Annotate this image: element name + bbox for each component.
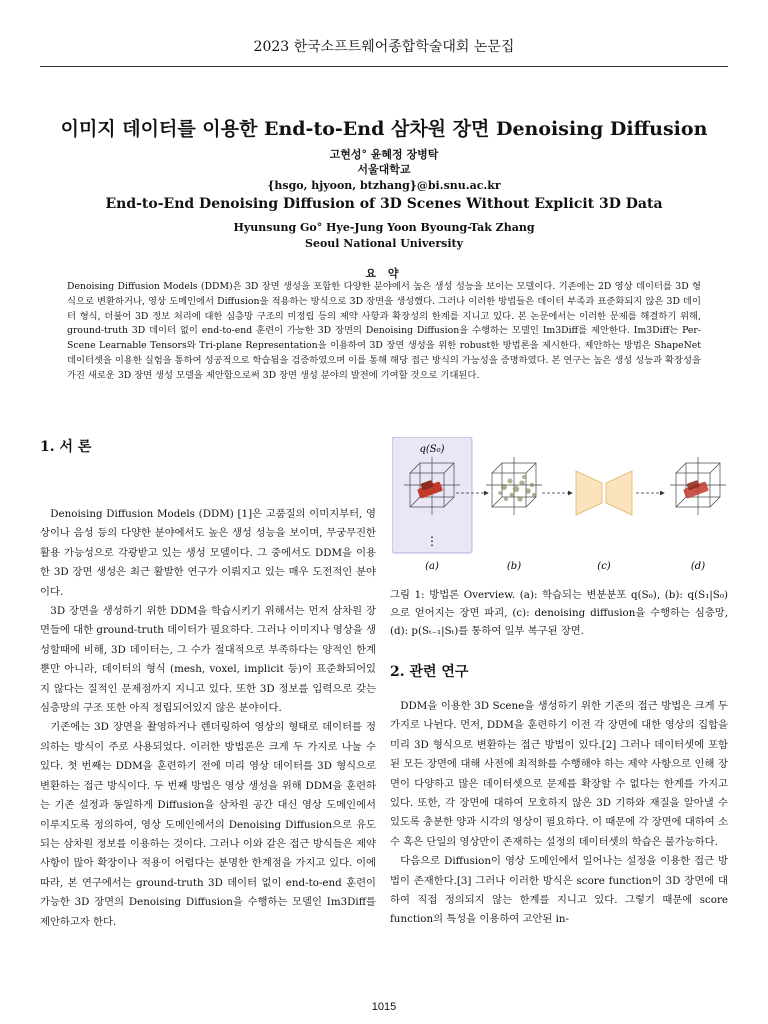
figure-overview (392, 437, 728, 577)
panel-label-a: (a) (425, 561, 439, 572)
network-encoder (576, 471, 602, 515)
panel-label-b: (b) (506, 561, 522, 572)
q-s0-label: q(S₀) (419, 444, 445, 455)
vertical-dots: ⋮ (426, 534, 438, 548)
affiliation-english: Seoul National University (305, 237, 463, 250)
authors-korean: 고현성° 윤혜정 장병탁 (329, 148, 439, 161)
abstract-heading: 요 약 (365, 267, 403, 280)
section-2-heading: 2. 관련 연구 (390, 664, 469, 680)
title-english: End-to-End Denoising Diffusion of 3D Scenes Without Explicit 3D Data (105, 196, 663, 212)
section-1-heading: 1. 서 론 (40, 439, 92, 455)
affiliation-korean: 서울대학교 (357, 163, 411, 176)
paragraph: Denoising Diffusion Models (DDM) [1]은 고품질의 이미지부터, 영상이나 음성 등의 다양한 분야에서도 높은 생성 성능을 보이며, 무궁무진한 활용 가능성으로 각광받고 있는 생성 모델이다. 그 중에서도 DDM을 이용한 3D 장면 생성은 최근 활발한 연구가 이뤄지고 있는 매우 도전적인 분야이다. (40, 508, 376, 598)
paragraph: DDM을 이용한 3D Scene을 생성하기 위한 기존의 접근 방법은 크게 두 가지로 나뉜다. 먼저, DDM을 훈련하기 이전 각 장면에 대한 영상의 집합을 미리 3D 형식으로 변환하는 접근 방법이 있다.[2] 그러나 데이터셋에 포함된 모든 장면에 대해 사전에 최적화를 수행해야 하는 제약 사항으로 인해 장면이 다양하고 많은 데이터셋으로 문제를 확장할 수 없다는 한계를 가지고 있다. 또한, 각 장면에 대하여 모호하지 않은 3D 기하와 재질을 알아낼 수 있도록 충분한 양과 시각의 영상이 필요하다. 이 때문에 각 장면에 대하여 소수 혹은 단일의 영상만이 존재하는 설정의 데이터셋의 학습은 불가능하다. (390, 700, 728, 848)
author-emails: {hsgo, hjyoon, btzhang}@bi.snu.ac.kr (267, 179, 501, 192)
section-2-body (390, 697, 728, 930)
page-number: 1015 (371, 1001, 397, 1013)
section-1-body (40, 505, 376, 932)
car-icon-recovered (683, 480, 709, 499)
network-decoder (606, 471, 632, 515)
authors-english: Hyunsung Go° Hye-Jung Yoon Byoung-Tak Zhang (233, 221, 535, 234)
panel-label-d: (d) (690, 561, 706, 572)
header-rule (40, 66, 728, 67)
abstract-body: Denoising Diffusion Models (DDM)은 3D 장면 생성을 포함한 다양한 분야에서 높은 생성 성능을 보이는 모델이다. 기존에는 2D 영상 데이터를 3D 형식으로 변환하거나, 영상 도메인에서 Diffusion을 적용하는 방식으로 3D 장면을 생성했다. 그러나 이러한 방법들은 데이터 부족과 표준화되지 않은 3D 데이터 형식, 더불어 3D 정보 처리에 대한 심층망 구조의 미정립 등의 제약 사항과 확장성의 한계를 지니고 있다. 본 논문에서는 이러한 문제를 해결하기 위해, ground-truth 3D 데이터 없이 end-to-end 훈련이 가능한 3D 장면의 Denoising Diffusion을 수행하는 모델인 Im3Diff를 제안한다. Im3Diff는 Per-Scene Learnable Tensors와 Tri-plane Representation을 이용하여 3D 장면 생성을 위한 robust한 방법론을 제시한다. 제안하는 방법은 ShapeNet 데이터셋을 이용한 실험을 통하여 성공적으로 학습됨을 검증하였으며 이를 통해 해당 접근 방식의 가능성을 증명하였다. 본 연구는 높은 생성 성능과 확장성을 가진 새로운 3D 장면 생성 모델을 제안함으로써 3D 장면 생성 분야의 발전에 기여할 것으로 기대된다. (67, 281, 701, 381)
paragraph: 다음으로 Diffusion이 영상 도메인에서 일어나는 설정을 이용한 접근 방법이 존재한다.[3] 그러나 이러한 방식은 score function이 3D 장면에 대하여 직접 정의되지 않는 한계를 지니고 있다. 그렇기 때문에 score function의 특성을 이용하여 고안된 in- (390, 855, 728, 926)
paragraph: 3D 장면을 생성하기 위한 DDM을 학습시키기 위해서는 먼저 삼차원 장면들에 대한 ground-truth 데이터가 필요하다. 그러나 이미지나 영상을 생성할때에 비해, 3D 데이터는, 그 수가 절대적으로 부족하다는 양적인 한계뿐만 아니라, 데이터의 형식 (mesh, voxel, implicit 등)이 표준화되어있지 않다는 질적인 문제점까지 지니고 있다. 또한 3D 정보를 입력으로 갖는 심층망의 구조 또한 아직 정립되어있지 않은 분야이다. (40, 605, 376, 715)
title-korean: 이미지 데이터를 이용한 End-to-End 삼차원 장면 Denoising Diffusion (60, 118, 708, 140)
panel-label-c: (c) (597, 561, 611, 572)
figure-caption: 그림 1: 방법론 Overview. (a): 학습되는 변분분포 q(S₀), (b): q(S₁|S₀) 으로 얻어지는 장면 파괴, (c): denoising diffusion을 수행하는 심층망, (d): p(Sₜ₋₁|Sₜ)를 통하여 일부 복구된 장면. (390, 589, 728, 637)
paragraph: 기존에는 3D 장면을 촬영하거나 렌더링하여 영상의 형태로 데이터를 정의하는 방식이 주로 사용되었다. 이러한 방법론은 크게 두 가지로 나눌 수 있다. 첫 번째는 DDM을 훈련하기 전에 미리 영상 데이터를 3D 형식으로 변환하는 접근 방식이다. 두 번째 방법은 영상 생성을 위해 DDM을 훈련하는 기존 설정과 동일하게 Diffusion을 삼차원 공간 대신 영상 도메인에서 이루지도록 정의하여, 영상 도메인에서의 Denoising Diffusion으로 유도되는 삼차원 정보를 이용하는 것이다. 그러나 이와 같은 접근 방식들은 제약 사항이 많아 확장이나 적용이 어렵다는 분명한 한계점을 가지고 있다. 이에 따라, 본 연구에서는 ground-truth 3D 데이터 없이 end-to-end 훈련이 가능한 3D 장면의 Denoising Diffusion을 수행하는 모델인 Im3Diff를 제안하고자 한다. (40, 721, 376, 928)
conference-header: 2023 한국소프트웨어종합학술대회 논문집 (253, 39, 515, 55)
noise-cloud (498, 475, 536, 502)
